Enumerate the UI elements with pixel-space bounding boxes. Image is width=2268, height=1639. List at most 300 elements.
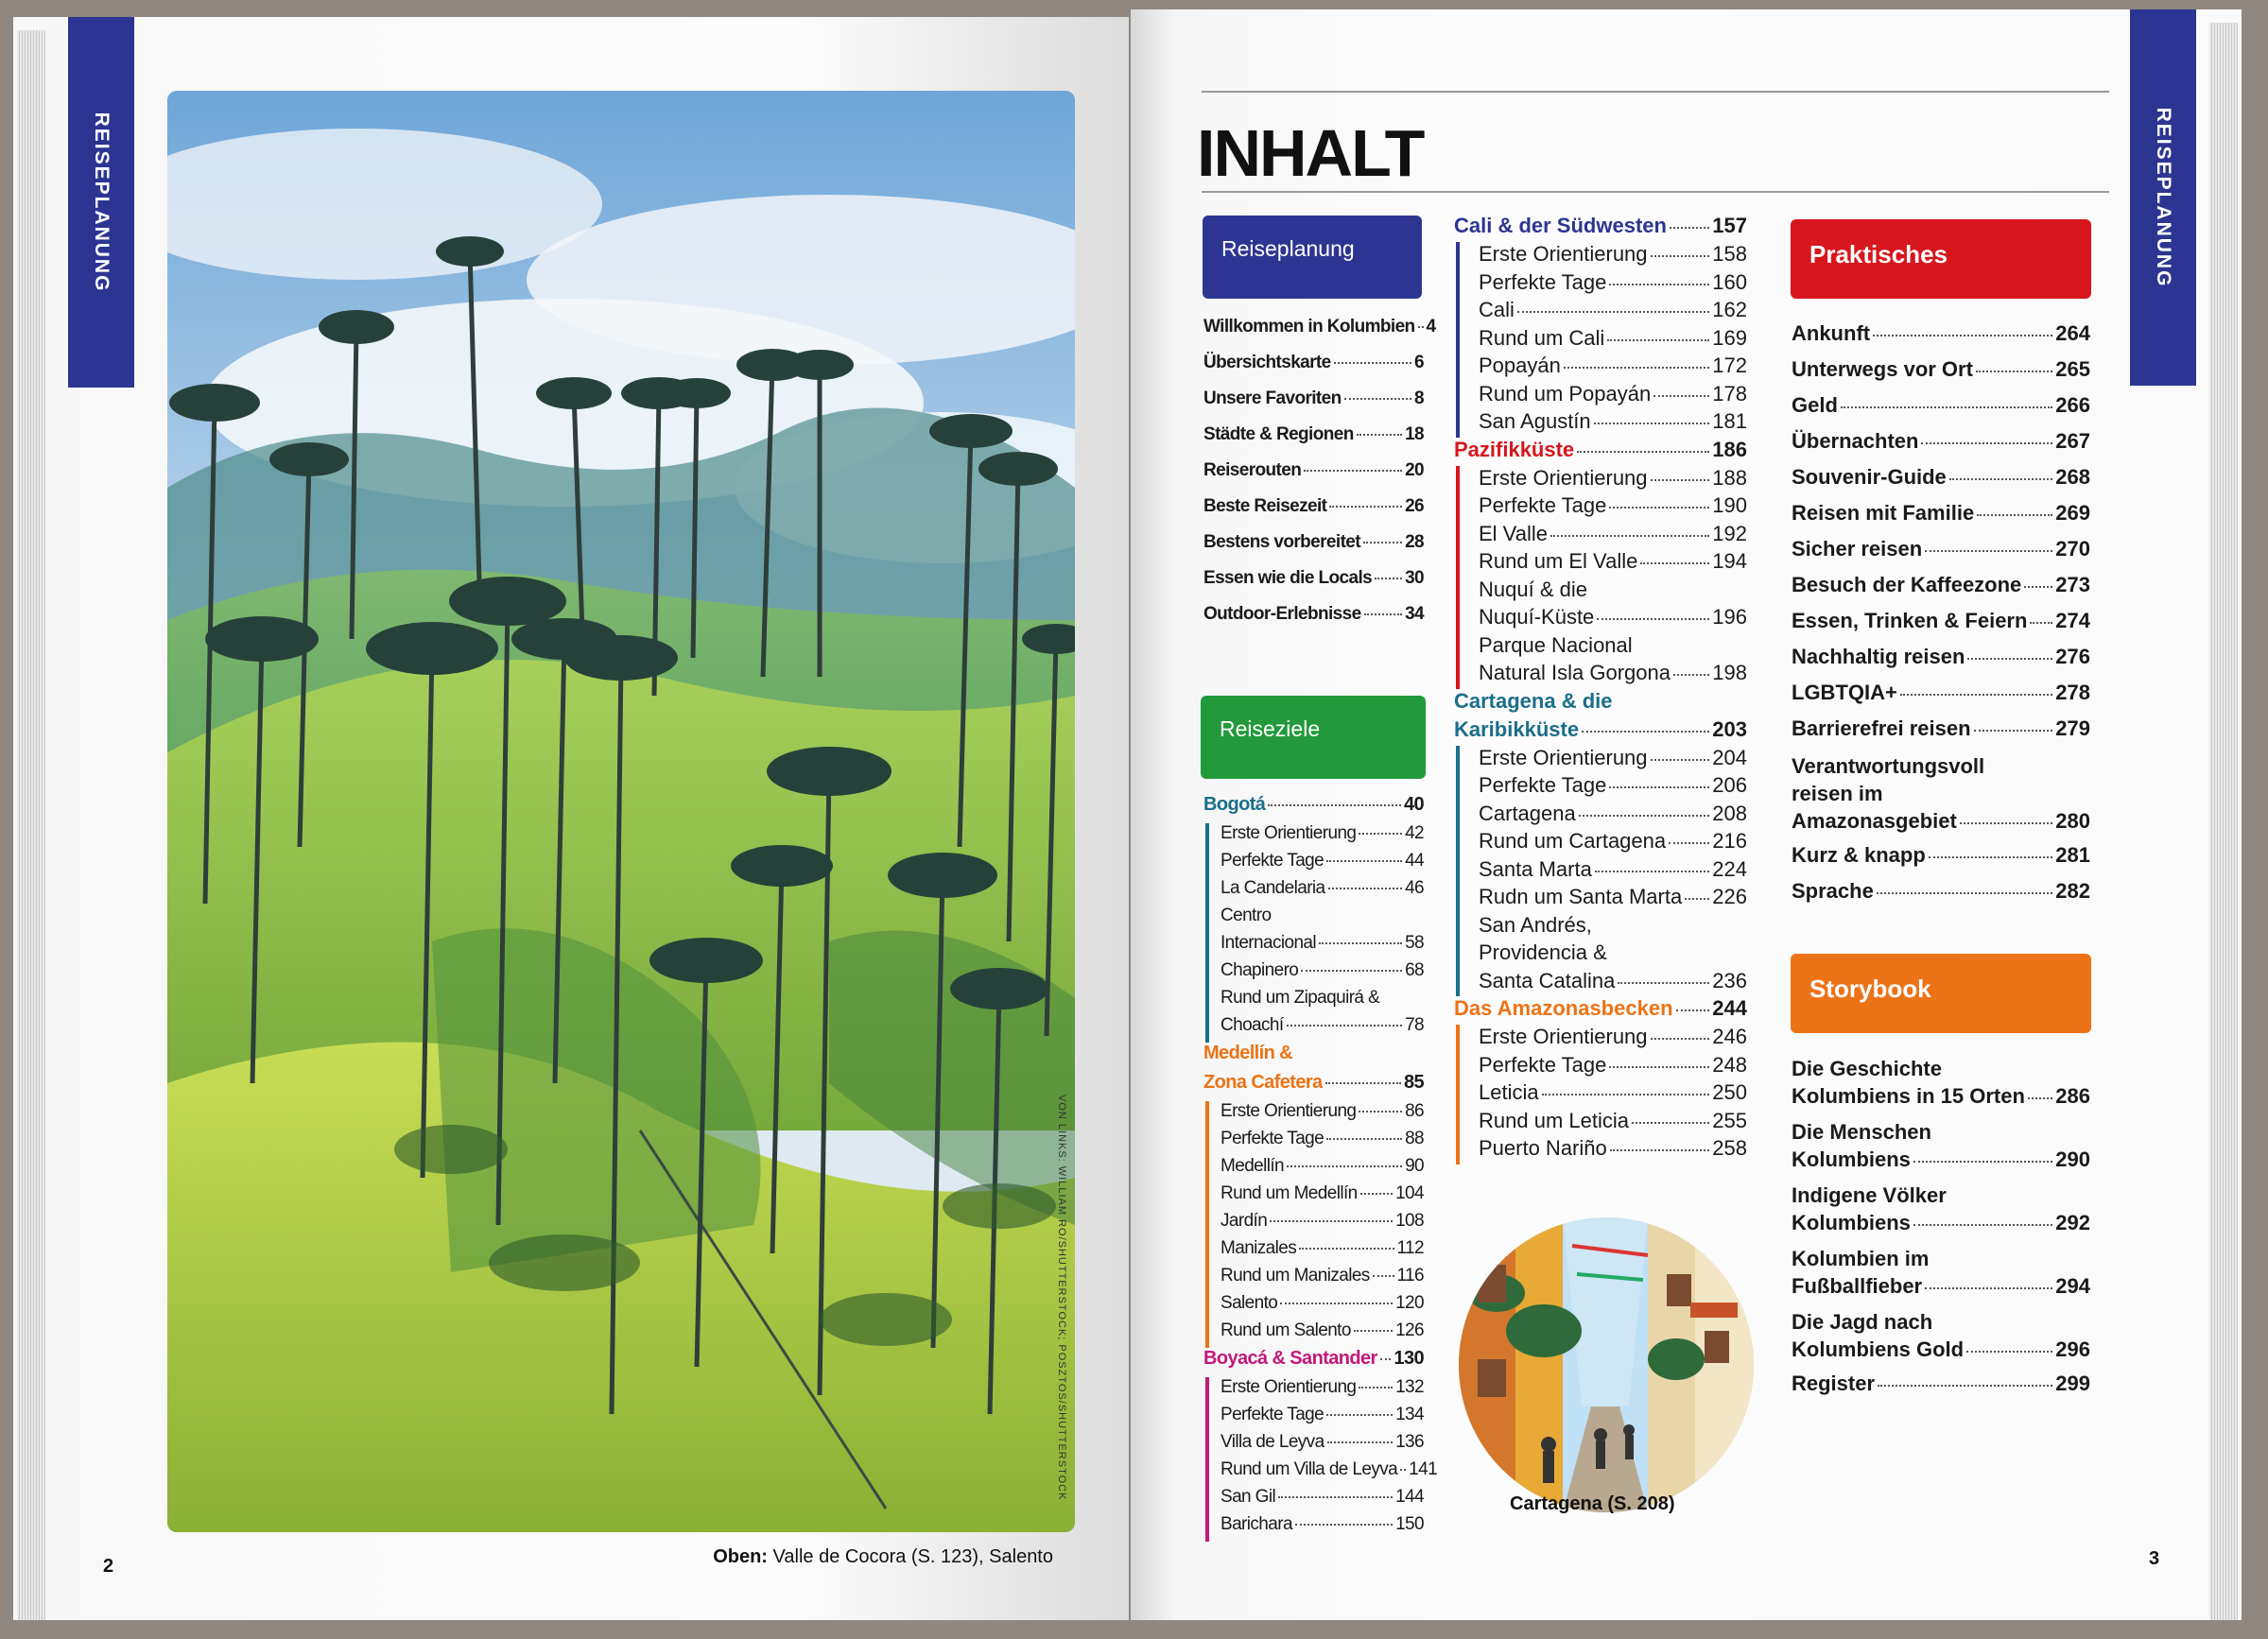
toc-entry-page: 40: [1403, 794, 1424, 815]
toc-entry-page: 250: [1712, 1080, 1747, 1104]
toc-entry-page: 290: [2055, 1147, 2090, 1171]
toc-entry[interactable]: [1479, 1080, 1747, 1109]
toc-entry[interactable]: [1479, 522, 1747, 550]
reiseziele-list: [1203, 794, 1438, 1542]
photo-credit: VON LINKS: WILLIAM RO/SHUTTERSTOCK; POSZTOS/SHUTTERSTOCK: [1056, 1095, 1067, 1501]
toc-entry-title: Santa Catalina: [1479, 968, 1616, 992]
toc-entry[interactable]: [1792, 393, 2090, 429]
toc-leader-dots: [1287, 1025, 1402, 1027]
toc-entry-title: Nuquí & die: [1479, 577, 1587, 601]
toc-entry-title: Perfekte Tage: [1221, 851, 1324, 871]
toc-entry-title: El Valle: [1479, 521, 1548, 545]
toc-entry[interactable]: [1792, 465, 2090, 501]
toc-entry-page: 86: [1405, 1101, 1424, 1121]
toc-leader-dots: [1304, 470, 1402, 472]
toc-entry[interactable]: [1221, 1459, 1438, 1487]
toc-entry[interactable]: [1221, 1405, 1424, 1432]
toc-entry[interactable]: [1479, 746, 1747, 774]
toc-entry-page: 34: [1405, 604, 1424, 624]
toc-entry-page: 150: [1395, 1514, 1424, 1534]
toc-entry[interactable]: [1221, 823, 1424, 851]
toc-entry-title: Villa de Leyva: [1221, 1432, 1324, 1452]
toc-leader-dots: [1329, 506, 1402, 508]
toc-entry[interactable]: [1792, 681, 2090, 716]
toc-entry-title: Unsere Favoriten: [1203, 388, 1342, 408]
toc-entry[interactable]: [1479, 578, 1747, 606]
toc-entry[interactable]: [1479, 326, 1747, 354]
toc-entry-title-line: Kolumbiens Gold: [1792, 1337, 1965, 1361]
toc-entry[interactable]: [1203, 424, 1424, 460]
toc-entry[interactable]: [1203, 353, 1424, 388]
toc-entry[interactable]: [1454, 717, 1747, 746]
toc-entry-title: San Agustín: [1479, 409, 1591, 433]
toc-entry-title: Nuquí-Küste: [1479, 605, 1595, 629]
toc-leader-dots: [1900, 694, 2052, 696]
reiseziele-heading-text: Reiseziele: [1220, 716, 1321, 741]
toc-entry[interactable]: [1479, 857, 1747, 886]
toc-entry-page: 216: [1712, 829, 1747, 853]
toc-entry-page: 46: [1405, 878, 1424, 898]
toc-leader-dots: [1354, 1330, 1393, 1332]
toc-entry[interactable]: [1792, 1055, 2090, 1110]
toc-leader-dots: [1960, 822, 2052, 824]
toc-entry[interactable]: [1203, 604, 1424, 640]
toc-leader-dots: [1326, 1138, 1402, 1140]
praktisches-list: [1792, 321, 2090, 915]
toc-entry[interactable]: [1479, 605, 1747, 633]
toc-entry[interactable]: [1221, 1432, 1424, 1459]
toc-entry[interactable]: [1792, 716, 2090, 752]
toc-entry[interactable]: [1221, 1015, 1424, 1043]
toc-entry[interactable]: [1221, 1101, 1424, 1129]
toc-entry[interactable]: [1221, 933, 1424, 960]
toc-entry-page: 28: [1405, 532, 1424, 552]
toc-entry-title: La Candelaria: [1221, 878, 1325, 898]
toc-entry-page: 276: [2055, 645, 2090, 668]
toc-entry-page: 181: [1712, 409, 1747, 433]
section-heading-reiseziele: [1201, 696, 1426, 779]
cartagena-street-photo: [1459, 1217, 1754, 1512]
toc-entry[interactable]: [1479, 1025, 1747, 1053]
toc-entry-page: 248: [1712, 1052, 1747, 1077]
toc-entry-title: Erste Orientierung: [1479, 745, 1648, 769]
toc-entry[interactable]: [1479, 940, 1747, 969]
toc-entry[interactable]: [1221, 1238, 1424, 1266]
toc-leader-dots: [1579, 815, 1710, 817]
toc-entry-title: Perfekte Tage: [1479, 1052, 1607, 1077]
toc-entry-title: Rund um El Valle: [1479, 549, 1638, 573]
toc-entry[interactable]: [1792, 645, 2090, 681]
toc-leader-dots: [1653, 395, 1709, 397]
toc-entry[interactable]: [1221, 1514, 1424, 1542]
toc-entry-page: 192: [1712, 521, 1747, 545]
toc-entry-page: 279: [2055, 716, 2090, 740]
toc-entry-title: Übernachten: [1792, 429, 1919, 453]
toc-entry[interactable]: [1479, 885, 1747, 913]
toc-entry[interactable]: [1479, 969, 1747, 997]
toc-entry[interactable]: [1221, 1183, 1424, 1211]
toc-entry-last-line: [1792, 807, 2090, 835]
toc-leader-dots: [1597, 618, 1709, 620]
toc-entry[interactable]: [1479, 633, 1747, 662]
title-rule-top: [1202, 91, 2109, 93]
toc-entry-title: Geld: [1792, 393, 1838, 417]
section-heading-storybook: [1791, 954, 2091, 1033]
toc-entry-page: 258: [1712, 1136, 1747, 1160]
toc-entry[interactable]: [1479, 829, 1747, 857]
toc-entry[interactable]: [1479, 773, 1747, 802]
storybook-heading-text: Storybook: [1809, 975, 1931, 1003]
toc-entry-title: Outdoor-Erlebnisse: [1203, 604, 1361, 624]
toc-entry-page: 58: [1405, 933, 1424, 953]
toc-group-title-line: [1454, 689, 1747, 717]
toc-entry[interactable]: [1792, 429, 2090, 465]
toc-entry[interactable]: [1479, 549, 1747, 578]
toc-entry-page: 244: [1712, 996, 1747, 1020]
toc-entry[interactable]: [1792, 573, 2090, 609]
toc-entry-title: Rund um Manizales: [1221, 1266, 1370, 1285]
toc-entry-page: 270: [2055, 537, 2090, 561]
toc-leader-dots: [1270, 1220, 1393, 1222]
toc-entry-title: Rund um Cali: [1479, 325, 1605, 350]
toc-entry-title: Sicher reisen: [1792, 537, 1923, 561]
toc-entry-page: 6: [1414, 353, 1424, 372]
side-tab-right-label: REISEPLANUNG: [2153, 107, 2174, 288]
toc-entry[interactable]: [1203, 794, 1424, 823]
toc-entry-title: Centro: [1221, 906, 1272, 925]
toc-entry[interactable]: [1203, 568, 1424, 604]
toc-entry-page: 108: [1395, 1211, 1424, 1231]
toc-entry[interactable]: [1221, 906, 1424, 933]
toc-entry-title-line: Verantwortungsvoll: [1792, 754, 1985, 778]
toc-entry[interactable]: [1792, 1182, 2090, 1236]
toc-entry-title: Erste Orientierung: [1221, 1377, 1357, 1397]
toc-entry-title: Medellín: [1221, 1156, 1285, 1176]
toc-entry-title-line: Die Menschen: [1792, 1120, 1931, 1144]
toc-leader-dots: [1319, 942, 1402, 944]
toc-leader-dots: [1517, 311, 1709, 313]
toc-entry-last-line: [1792, 1082, 2090, 1110]
toc-entry[interactable]: [1203, 1348, 1424, 1377]
toc-entry[interactable]: [1221, 1156, 1424, 1183]
toc-entry-title: Erste Orientierung: [1479, 1025, 1648, 1048]
toc-entry-last-line: [1792, 1272, 2090, 1300]
toc-entry-page: 265: [2055, 357, 2090, 381]
toc-entry-title: Perfekte Tage: [1479, 269, 1607, 294]
toc-leader-dots: [1974, 730, 2053, 732]
toc-leader-dots: [1594, 423, 1710, 424]
praktisches-heading-text: Praktisches: [1809, 240, 1948, 268]
toc-group-items: [1456, 1025, 1747, 1165]
toc-leader-dots: [1268, 804, 1401, 806]
reiseziele-list-continued: [1454, 214, 1747, 1165]
toc-entry[interactable]: [1203, 460, 1424, 496]
toc-entry[interactable]: [1454, 996, 1747, 1025]
toc-entry-page: 226: [1712, 885, 1747, 908]
toc-entry-title: Nachhaltig reisen: [1792, 645, 1965, 668]
toc-leader-dots: [1651, 1038, 1710, 1040]
toc-entry[interactable]: [1203, 1072, 1424, 1101]
toc-entry-title-line: Die Jagd nach: [1792, 1310, 1933, 1334]
toc-leader-dots: [1651, 479, 1710, 481]
toc-leader-dots: [1669, 842, 1709, 844]
toc-entry-title: Rund um Popayán: [1479, 381, 1652, 405]
toc-entry[interactable]: [1479, 466, 1747, 494]
reiseplanung-list: [1203, 317, 1436, 640]
toc-leader-dots: [1418, 326, 1424, 328]
toc-entry-title-line: Kolumbiens: [1792, 1147, 1911, 1171]
circle-photo-caption: Cartagena (S. 208): [1510, 1493, 1675, 1514]
toc-group-items: [1205, 1377, 1438, 1542]
toc-entry-page: 273: [2055, 573, 2090, 596]
toc-entry[interactable]: [1479, 1109, 1747, 1137]
toc-entry-page: 198: [1712, 661, 1747, 684]
toc-entry-title: Beste Reisezeit: [1203, 496, 1327, 516]
toc-entry-title: Bogotá: [1203, 794, 1266, 815]
toc-leader-dots: [1280, 1303, 1393, 1304]
toc-leader-dots: [1873, 335, 2052, 336]
toc-entry-title: Rund um Medellín: [1221, 1183, 1358, 1203]
toc-entry-title: Rund um Leticia: [1479, 1108, 1629, 1132]
toc-entry-page: 269: [2055, 501, 2090, 525]
toc-entry[interactable]: [1792, 537, 2090, 573]
toc-entry-title: Cartagena: [1479, 801, 1576, 825]
toc-entry-title: Ankunft: [1792, 321, 1871, 345]
toc-entry[interactable]: [1479, 298, 1747, 326]
toc-leader-dots: [1976, 371, 2052, 372]
toc-leader-dots: [1375, 578, 1402, 579]
toc-leader-dots: [1325, 1082, 1401, 1084]
toc-entry-page: 18: [1405, 424, 1424, 444]
toc-entry-page: 4: [1426, 317, 1436, 336]
toc-entry-page: 112: [1396, 1238, 1424, 1258]
toc-entry-title-line: reisen im: [1792, 782, 1883, 805]
toc-entry[interactable]: [1792, 1118, 2090, 1173]
toc-entry[interactable]: [1221, 1293, 1424, 1320]
toc-entry-page: 196: [1712, 605, 1747, 629]
toc-leader-dots: [1841, 406, 2052, 408]
toc-entry-page: 104: [1395, 1183, 1424, 1203]
toc-leader-dots: [1564, 367, 1709, 369]
toc-leader-dots: [1326, 860, 1402, 862]
toc-entry-page: 188: [1712, 465, 1747, 490]
toc-entry-page: 194: [1712, 549, 1747, 573]
toc-entry[interactable]: [1221, 988, 1424, 1015]
toc-leader-dots: [1673, 674, 1709, 676]
photo-caption: [713, 1546, 1053, 1568]
toc-entry[interactable]: [1479, 913, 1747, 941]
toc-leader-dots: [1582, 731, 1709, 733]
toc-entry-title-line: Die Geschichte: [1792, 1057, 1942, 1080]
toc-entry-title: Choachí: [1221, 1015, 1284, 1035]
toc-entry[interactable]: [1479, 409, 1747, 438]
toc-entry-page: 141: [1409, 1459, 1438, 1479]
toc-entry-title: Reisen mit Familie: [1792, 501, 1975, 525]
toc-leader-dots: [1400, 1469, 1406, 1471]
toc-entry-title: Barichara: [1221, 1514, 1292, 1534]
toc-entry-title: Cali: [1479, 298, 1515, 321]
toc-entry-title: Internacional: [1221, 933, 1316, 953]
toc-entry[interactable]: [1792, 501, 2090, 537]
toc-entry[interactable]: [1454, 438, 1747, 466]
toc-entry-title: Erste Orientierung: [1479, 465, 1648, 490]
toc-entry-page: 267: [2055, 429, 2090, 453]
toc-entry-page: 281: [2055, 843, 2090, 867]
left-page: [13, 17, 1129, 1620]
toc-entry[interactable]: [1479, 493, 1747, 522]
toc-entry-title: Essen, Trinken & Feiern: [1792, 609, 2028, 632]
toc-entry-page: 132: [1395, 1377, 1424, 1397]
toc-entry-title: Unterwegs vor Ort: [1792, 357, 1973, 381]
toc-leader-dots: [1685, 898, 1709, 900]
toc-entry[interactable]: [1792, 843, 2090, 879]
section-heading-reiseplanung: [1203, 216, 1422, 299]
toc-entry-title: Natural Isla Gorgona: [1479, 661, 1671, 684]
side-tab-right: [2130, 9, 2196, 386]
toc-entry[interactable]: [1221, 960, 1424, 988]
toc-leader-dots: [1609, 284, 1709, 285]
toc-entry[interactable]: [1221, 1377, 1424, 1405]
toc-entry-title: Sprache: [1792, 879, 1874, 903]
toc-entry-title: Puerto Nariño: [1479, 1136, 1607, 1160]
toc-entry[interactable]: [1221, 851, 1424, 878]
caption-text: Valle de Cocora (S. 123), Salento: [767, 1546, 1053, 1567]
toc-entry-page: 266: [2055, 393, 2090, 417]
toc-entry-title: Erste Orientierung: [1221, 1101, 1357, 1121]
toc-entry-page: 144: [1395, 1487, 1424, 1507]
toc-leader-dots: [1640, 562, 1709, 564]
toc-entry[interactable]: [1221, 1129, 1424, 1156]
toc-entry[interactable]: [1792, 321, 2090, 357]
toc-leader-dots: [1609, 786, 1709, 788]
toc-entry[interactable]: [1792, 609, 2090, 645]
toc-entry-page: 286: [2055, 1084, 2090, 1108]
toc-entry-title: Parque Nacional: [1479, 632, 1633, 657]
toc-entry[interactable]: [1479, 802, 1747, 830]
toc-entry-title: Reiserouten: [1203, 460, 1302, 480]
toc-entry-title-line: Kolumbiens in 15 Orten: [1792, 1084, 2025, 1108]
toc-entry-page: 157: [1712, 214, 1747, 237]
toc-entry-page: 292: [2055, 1211, 2090, 1234]
toc-leader-dots: [1360, 1193, 1394, 1195]
title-rule-bottom: [1202, 191, 2109, 193]
toc-entry[interactable]: [1792, 879, 2090, 915]
toc-entry-title: Perfekte Tage: [1479, 493, 1607, 517]
toc-leader-dots: [1967, 658, 2052, 660]
page-edges-left: [17, 30, 45, 1620]
side-tab-left-label: REISEPLANUNG: [91, 112, 113, 293]
toc-entry[interactable]: [1221, 1320, 1424, 1348]
section-heading-praktisches: [1791, 219, 2091, 299]
toc-entry[interactable]: [1792, 752, 2090, 835]
toc-group-title-line: [1203, 1043, 1424, 1072]
toc-leader-dots: [1607, 339, 1709, 341]
toc-entry[interactable]: [1221, 878, 1424, 906]
toc-entry-title: Kurz & knapp: [1792, 843, 1926, 867]
toc-entry[interactable]: [1203, 496, 1424, 532]
toc-entry[interactable]: [1479, 354, 1747, 382]
toc-entry-title: Perfekte Tage: [1221, 1405, 1324, 1424]
side-tab-left: [68, 17, 134, 388]
toc-leader-dots: [1327, 1441, 1394, 1443]
toc-entry-page: 68: [1405, 960, 1424, 980]
toc-entry-title-line: Amazonasgebiet: [1792, 809, 1957, 833]
toc-entry-page: 282: [2055, 879, 2090, 903]
toc-entry[interactable]: [1479, 1136, 1747, 1165]
toc-entry[interactable]: [1479, 270, 1747, 299]
toc-entry-title: Erste Orientierung: [1221, 823, 1357, 843]
toc-entry-title: Übersichtskarte: [1203, 353, 1331, 372]
toc-entry-page: 172: [1712, 354, 1747, 377]
toc-entry-page: 134: [1395, 1405, 1424, 1424]
toc-entry-page: 20: [1405, 460, 1424, 480]
toc-leader-dots: [1913, 1161, 2052, 1163]
reiseplanung-heading-text: Reiseplanung: [1221, 236, 1355, 261]
toc-entry-title: Erste Orientierung: [1479, 242, 1648, 266]
toc-entry[interactable]: [1479, 242, 1747, 270]
toc-entry-page: 126: [1395, 1320, 1424, 1340]
toc-entry-page: 274: [2055, 609, 2090, 632]
toc-entry[interactable]: [1792, 357, 2090, 393]
toc-group-items: [1456, 746, 1747, 997]
toc-entry[interactable]: [1792, 1245, 2090, 1300]
toc-entry-title: Perfekte Tage: [1221, 1129, 1324, 1148]
toc-entry[interactable]: [1479, 661, 1747, 689]
toc-entry-page: 42: [1405, 823, 1424, 843]
toc-entry-page: 255: [1712, 1108, 1747, 1132]
toc-leader-dots: [1929, 856, 2052, 858]
toc-entry-page: 294: [2055, 1274, 2090, 1298]
toc-entry[interactable]: [1203, 317, 1436, 353]
toc-entry-title: San Gil: [1221, 1487, 1276, 1507]
toc-leader-dots: [1344, 398, 1411, 400]
toc-leader-dots: [1359, 833, 1402, 835]
toc-entry[interactable]: [1479, 382, 1747, 410]
toc-entry[interactable]: [1203, 532, 1424, 568]
toc-entry-title: Rund um Zipaquirá &: [1221, 988, 1380, 1008]
toc-entry-title: Essen wie die Locals: [1203, 568, 1373, 588]
toc-group-items: [1205, 1101, 1424, 1348]
toc-entry-title: Souvenir-Guide: [1792, 465, 1947, 489]
toc-entry[interactable]: [1221, 1266, 1424, 1293]
toc-entry-title: Popayán: [1479, 354, 1561, 377]
toc-entry-page: 44: [1405, 851, 1424, 871]
toc-entry-title-line: Kolumbien im: [1792, 1247, 1930, 1270]
toc-leader-dots: [1301, 970, 1402, 972]
toc-leader-dots: [1357, 434, 1402, 436]
toc-leader-dots: [1651, 759, 1710, 761]
toc-entry[interactable]: [1792, 1308, 2090, 1363]
storybook-list: [1792, 1055, 2090, 1407]
toc-entry[interactable]: [1221, 1211, 1424, 1238]
toc-entry-page: 30: [1405, 568, 1424, 588]
toc-entry-page: 178: [1712, 381, 1747, 405]
toc-entry[interactable]: [1454, 214, 1747, 242]
toc-entry-page: 90: [1405, 1156, 1424, 1176]
toc-entry[interactable]: [1479, 1053, 1747, 1081]
toc-leader-dots: [1287, 1165, 1402, 1167]
toc-entry[interactable]: [1203, 388, 1424, 424]
toc-entry[interactable]: [1792, 1372, 2090, 1407]
toc-entry-title: Rudn um Santa Marta: [1479, 885, 1683, 908]
toc-entry-title: Das Amazonasbecken: [1454, 996, 1673, 1020]
toc-entry-title: Rund um Villa de Leyva: [1221, 1459, 1398, 1479]
toc-entry[interactable]: [1221, 1487, 1424, 1514]
toc-leader-dots: [1949, 478, 2052, 480]
toc-entry-title: Register: [1792, 1372, 1876, 1395]
toc-entry-title: Barrierefrei reisen: [1792, 716, 1971, 740]
toc-entry-last-line: [1792, 1146, 2090, 1173]
